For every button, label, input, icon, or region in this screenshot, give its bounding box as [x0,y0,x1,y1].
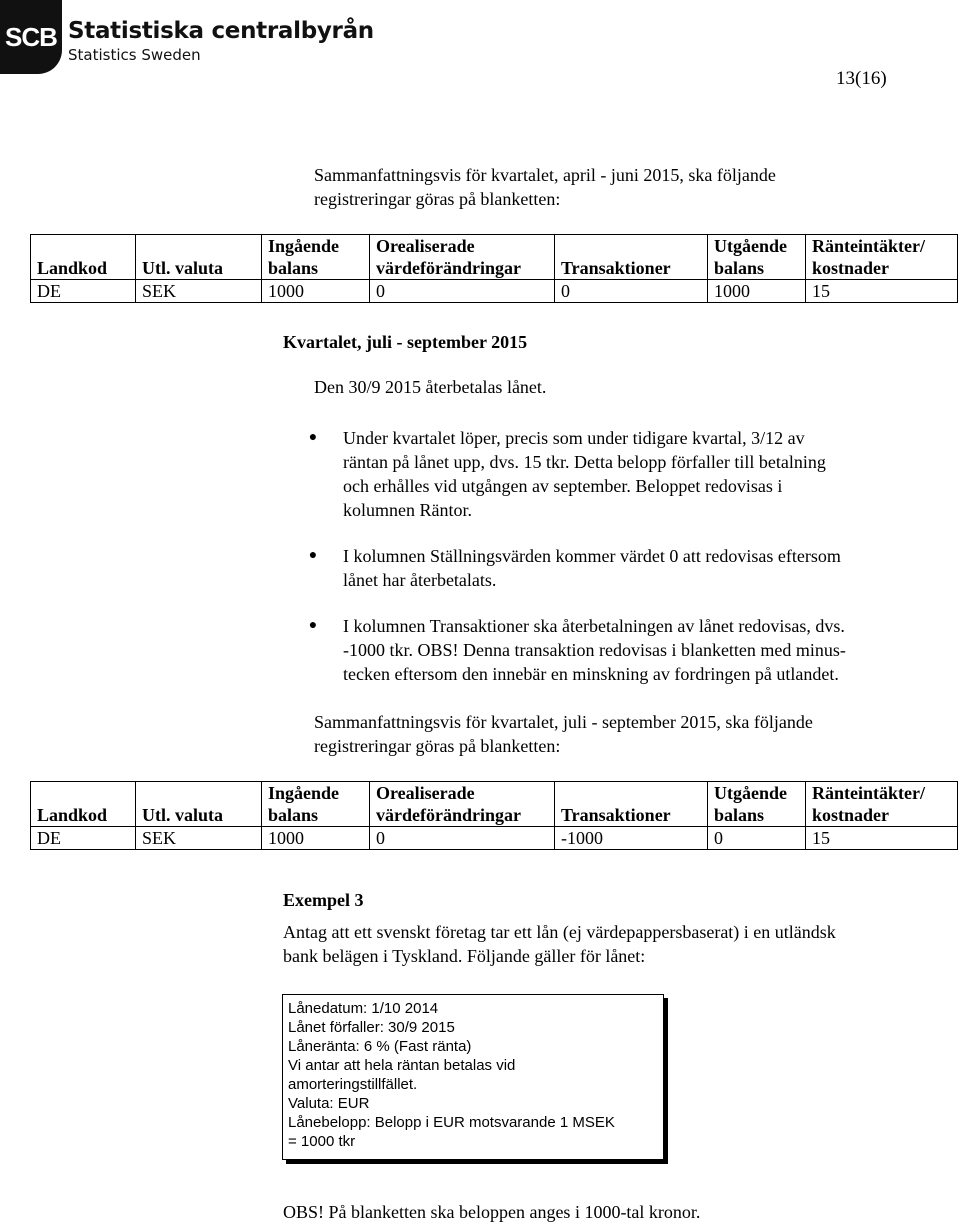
column-header: Landkod [31,235,136,280]
loan-term-line: Lånebelopp: Belopp i EUR motsvarande 1 MSEK [288,1114,615,1131]
column-header: Orealiserade värdeförändringar [370,235,555,280]
column-header: Utgående balans [708,235,806,280]
list-item: ● I kolumnen Ställningsvärden kommer värdet 0 att redovisas eftersom lånet har återbetalats. [308,546,841,590]
table-cell: 0 [370,280,555,303]
date-line: Den 30/9 2015 återbetalas lånet. [314,377,547,397]
table-row [31,827,958,850]
note-line: OBS! På blanketten ska beloppen anges i 1000-tal kronor. [283,1202,701,1222]
loan-term-line: Lånet förfaller: 30/9 2015 [288,1019,455,1036]
bullet-icon: ● [308,430,318,445]
bullet-icon: ● [308,618,318,633]
example-heading: Exempel 3 [283,890,364,910]
table-cell: SEK [136,280,262,303]
org-subtitle: Statistics Sweden [68,46,201,64]
table-cell: -1000 [555,827,708,850]
registration-table-q3 [30,781,958,850]
column-header: Transaktioner [555,782,708,827]
column-header: Utl. valuta [136,235,262,280]
column-header: Transaktioner [555,235,708,280]
loan-term-line: Lånedatum: 1/10 2014 [288,1000,439,1017]
scb-logo-mark: SCB [0,0,62,74]
table-cell: 15 [806,280,958,303]
loan-term-line: Vi antar att hela räntan betalas vid [288,1057,516,1074]
table-cell: SEK [136,827,262,850]
table-cell: DE [31,280,136,303]
scb-logo [0,0,374,76]
loan-term-line: Låneränta: 6 % (Fast ränta) [288,1038,472,1055]
table-cell: 0 [370,827,555,850]
column-header: Utl. valuta [136,782,262,827]
table-header-row [31,782,958,827]
loan-term-line: Valuta: EUR [288,1095,370,1112]
column-header: Ingående balans [262,782,370,827]
registration-table-q2 [30,234,958,303]
table-cell: 1000 [262,280,370,303]
column-header: Orealiserade värdeförändringar [370,782,555,827]
intro-paragraph-1: Sammanfattningsvis för kvartalet, april - juni 2015, ska följande registreringar göras på blanketten: [314,165,776,209]
table-header-row [31,235,958,280]
column-header: Ränteintäkter/ kostnader [806,235,958,280]
table-cell: 1000 [708,280,806,303]
column-header: Landkod [31,782,136,827]
column-header: Ingående balans [262,235,370,280]
loan-term-line: = 1000 tkr [288,1133,356,1150]
table-cell: 0 [708,827,806,850]
section-heading-q3: Kvartalet, juli - september 2015 [283,332,528,352]
table-cell: 0 [555,280,708,303]
page-number: 13(16) [836,68,887,89]
table-row [31,280,958,303]
table-cell: 15 [806,827,958,850]
example-paragraph: Antag att ett svenskt företag tar ett lån (ej värdepappersbaserat) i en utländsk bank belägen i Tyskland. Följande gäller för lånet: [283,922,836,966]
list-item: ● I kolumnen Transaktioner ska återbetalningen av lånet redovisas, dvs. -1000 tkr. OBS! Denna transaktion redovisas i blanketten med minus- tecken eftersom den innebär en minskning av fordringen på utlandet. [308,616,846,684]
loan-term-line: amorteringstillfället. [288,1076,418,1093]
list-item: ● Under kvartalet löper, precis som under tidigare kvartal, 3/12 av räntan på lånet upp, dvs. 15 tkr. Detta belopp förfaller till betalning och erhålles vid utgången av september. Beloppet redovisas i kolumnen Räntor. [308,428,826,520]
bullet-icon: ● [308,548,318,563]
table-cell: DE [31,827,136,850]
table-cell: 1000 [262,827,370,850]
intro-paragraph-2: Sammanfattningsvis för kvartalet, juli - september 2015, ska följande registreringar göras på blanketten: [314,712,813,756]
bullet-list [307,426,947,708]
loan-terms-box [282,994,664,1160]
column-header: Utgående balans [708,782,806,827]
org-name: Statistiska centralbyrån [68,18,374,44]
column-header: Ränteintäkter/ kostnader [806,782,958,827]
